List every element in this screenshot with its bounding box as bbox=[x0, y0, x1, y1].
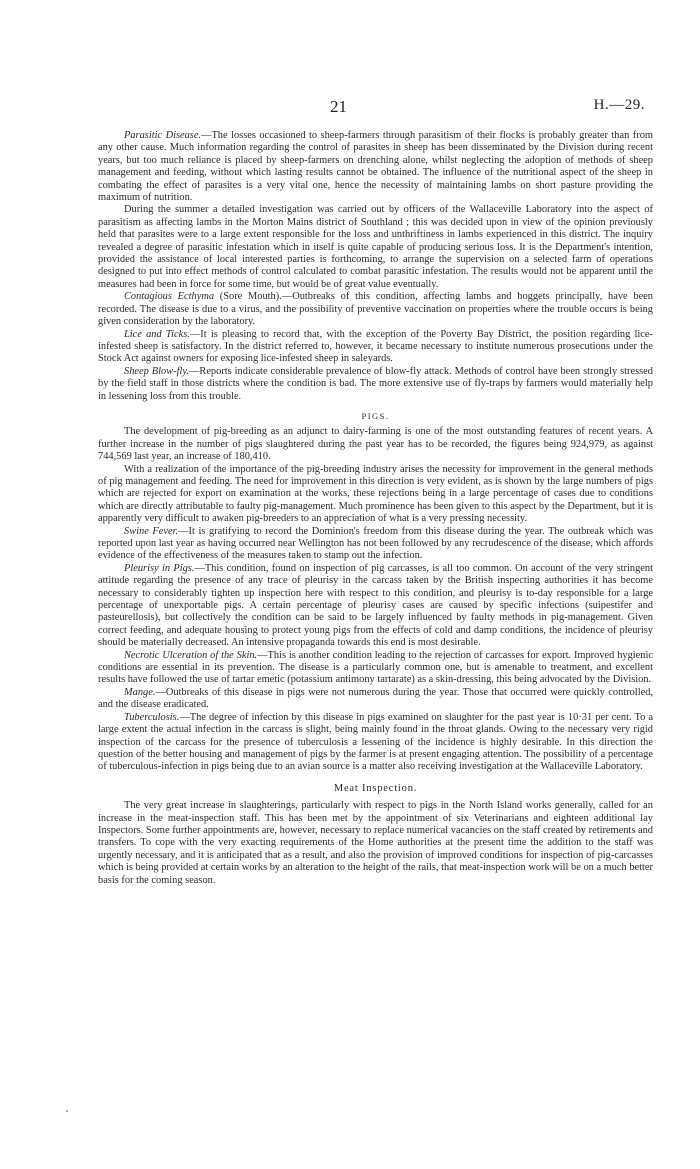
paragraph-text: —It is pleasing to record that, with the exception of the Poverty Bay District, the position regarding lice-infested sheep is satisfactory. In the district referred to, however, it became necessary to institute numerous prosecutions under the Stock Act against owners for exposing lice-infested sheep in saleyards. bbox=[98, 328, 653, 365]
paragraph-necrotic-ulceration bbox=[98, 650, 653, 687]
paragraph-pig-management bbox=[98, 464, 653, 526]
paragraph-text: During the summer a detailed investigation was carried out by officers of the Wallaceville Laboratory into the aspect of parasitism as affecting lambs in the Morton Mains district of Southland ; this was decided upon in view of the opinion previously held that parasites were to a large extent responsible for the loss and unthriftiness in lambs experienced in this district. The inquiry revealed a degree of parasitic infestation which in itself is quite capable of producing serious loss. It is the Department's intention, provided the assistance of local interested parties is forthcoming, to arrange the supervision on a selected farm of operations designed to put into effect methods of control calculated to combat parasitic infestation. The results would not be apparent until the measures had been in force for some time, but would be of great value eventually. bbox=[98, 204, 653, 290]
page-header bbox=[0, 97, 700, 119]
paragraph-lice-and-ticks bbox=[98, 329, 653, 366]
paragraph-title: Swine Fever. bbox=[124, 525, 179, 537]
paragraph-parasitic-disease bbox=[98, 130, 653, 204]
paragraph-title: Lice and Ticks. bbox=[124, 328, 190, 340]
section-heading-meat-inspection: Meat Inspection. bbox=[333, 782, 418, 794]
paragraph-text: —It is gratifying to record the Dominion's freedom from this disease during the year. The outbreak which was reported upon last year as having occurred near Wellington has not been followed by any recrudescence of the disease, which affords evidence of the effectiveness of the measures taken to stamp out the infection. bbox=[98, 525, 653, 562]
paragraph-text: —The losses occasioned to sheep-farmers through parasitism of their flocks is probably greater than from any other cause. Much information regarding the control of parasites in sheep has been disseminated by the Division during recent years, but too much reliance is placed by sheep-farmers on drenching alone, whilst neglecting the adoption of methods of sheep management and feeding, without which lasting results cannot be obtained. The influence of the nutritional aspect of the sheep in combating the effect of parasites is a very vital one, hence the necessity of maintaining lambs on short pasture providing the maximum of nutrition. bbox=[98, 130, 653, 204]
page-number: 21 bbox=[330, 97, 347, 116]
paragraph-contagious-ecthyma bbox=[98, 291, 653, 328]
paragraph-title: Pleurisy in Pigs. bbox=[124, 562, 195, 574]
paragraph-title: Contagious Ecthyma bbox=[124, 291, 215, 303]
paragraph-text: —Reports indicate considerable prevalence of blow-fly attack. Methods of control have been strongly stressed by the field staff in those districts where the condition is bad. The more extensive use of fly-traps by farmers would materially help in lessening loss from this trouble. bbox=[98, 365, 653, 402]
scan-speck bbox=[66, 1110, 68, 1112]
paragraph-title: Sheep Blow-fly. bbox=[124, 365, 189, 377]
paragraph-sheep-blow-fly bbox=[98, 366, 653, 403]
paragraph-text: —The degree of infection by this disease in pigs examined on slaughter for the past year is 10·31 per cent. To a large extent the actual infection in the carcass is slight, being mainly found in the throat glands. Owing to the necessary very rigid inspection of the carcass for the presence of tuberculosis a lessening of the incidence is highly desirable. In this direction the question of the better housing and management of pigs by the farmer is at present engaging attention. The possibility of a percentage of tuberculous-infection in pigs being due to an avian source is a matter also receiving investigation at the Wallaceville Laboratory. bbox=[98, 711, 653, 773]
paragraph-pig-breeding bbox=[98, 426, 653, 463]
paragraph-meat-inspection bbox=[98, 800, 653, 887]
paragraph-text: (Sore Mouth).—Outbreaks of this condition, affecting lambs and hoggets principally, have been recorded. The disease is due to a virus, and the possibility of preventive vaccination on properties where the trouble occurs is being given consideration by the laboratory. bbox=[98, 291, 653, 328]
paragraph-text: —This is another condition leading to the rejection of carcasses for export. Improved hygienic conditions are essential in its prevention. The disease is a particularly common one, but is amenable to treatment, and excellent results have followed the use of tartar emetic (potassium antimony tartarate) as a skin-dressing, this being advocated by the Division. bbox=[98, 649, 653, 686]
paragraph-title: Mange. bbox=[124, 686, 156, 698]
paragraph-tuberculosis bbox=[98, 712, 653, 774]
paragraph-title: Necrotic Ulceration of the Skin. bbox=[124, 649, 258, 661]
paragraph-text: —Outbreaks of this disease in pigs were not numerous during the year. Those that occurred were quickly controlled, and the disease eradicated. bbox=[98, 686, 653, 711]
paragraph-text: The very great increase in slaughterings, particularly with respect to pigs in the North Island works generally, called for an increase in the meat-inspection staff. This has been met by the appointment of six Veterinarians and eighteen additional lay Inspectors. Some further appointments are, however, necessary to replace numerical vacancies on the staff created by retirements and transfers. To cope with the very exacting requirements of the Home authorities at the present time the addition to the staff was urgently necessary, and it is anticipated that as a result, and also the provision of improved conditions for inspection of pig-carcasses which is being provided at certain works by an alteration to the height of the rails, that meat-inspection work will be on a much better basis for the coming season. bbox=[98, 800, 653, 886]
section-heading-pigs: PIGS. bbox=[361, 410, 390, 421]
paragraph-swine-fever bbox=[98, 526, 653, 563]
page-body bbox=[98, 130, 653, 887]
paragraph-text: With a realization of the importance of the pig-breeding industry arises the necessity for improvement in the general methods of pig management and feeding. The need for improvement in this direction is very evident, as is shown by the large numbers of pigs which are rejected for export on examination at the works, these rejections being in a large percentage of cases due to conditions which are directly attributable to faulty pig-management. Much prominence has been given to this aspect by the Department, but it is apparently very difficult to awaken pig-breeders to an appreciation of what is a very pressing necessity. bbox=[98, 463, 653, 525]
paragraph-mange bbox=[98, 687, 653, 712]
paragraph-title: Parasitic Disease. bbox=[124, 130, 202, 141]
paragraph-investigation bbox=[98, 204, 653, 291]
paragraph-text: —This condition, found on inspection of pig carcasses, is all too common. On account of the very stringent attitude regarding the presence of any trace of pleurisy in the carcass taken by the British inspecting authorities it has become necessary to considerably tighten up inspection here with respect to this condition, and pleurisy is to-day responsible for a large percentage of unexportable pigs. A certain percentage of pleurisy cases are caused by specific infections (suipestifer and pasteurellosis), but collectively the condition can be said to be largely influenced by faulty methods in pig-management. Given correct feeding, and adequate housing to protect young pigs from the effects of cold and damp conditions, the incidence of pleurisy should be materially decreased. An intensive propaganda towards this end is most desirable. bbox=[98, 562, 653, 649]
paragraph-text: The development of pig-breeding as an adjunct to dairy-farming is one of the most outstanding features of recent years. A further increase in the number of pigs slaughtered during the past year has to be recorded, the figures being 924,979, as against 744,569 last year, an increase of 180,410. bbox=[98, 426, 653, 463]
paragraph-title: Tuberculosis. bbox=[124, 711, 180, 723]
document-number: H.—29. bbox=[593, 97, 645, 113]
paragraph-pleurisy bbox=[98, 563, 653, 650]
